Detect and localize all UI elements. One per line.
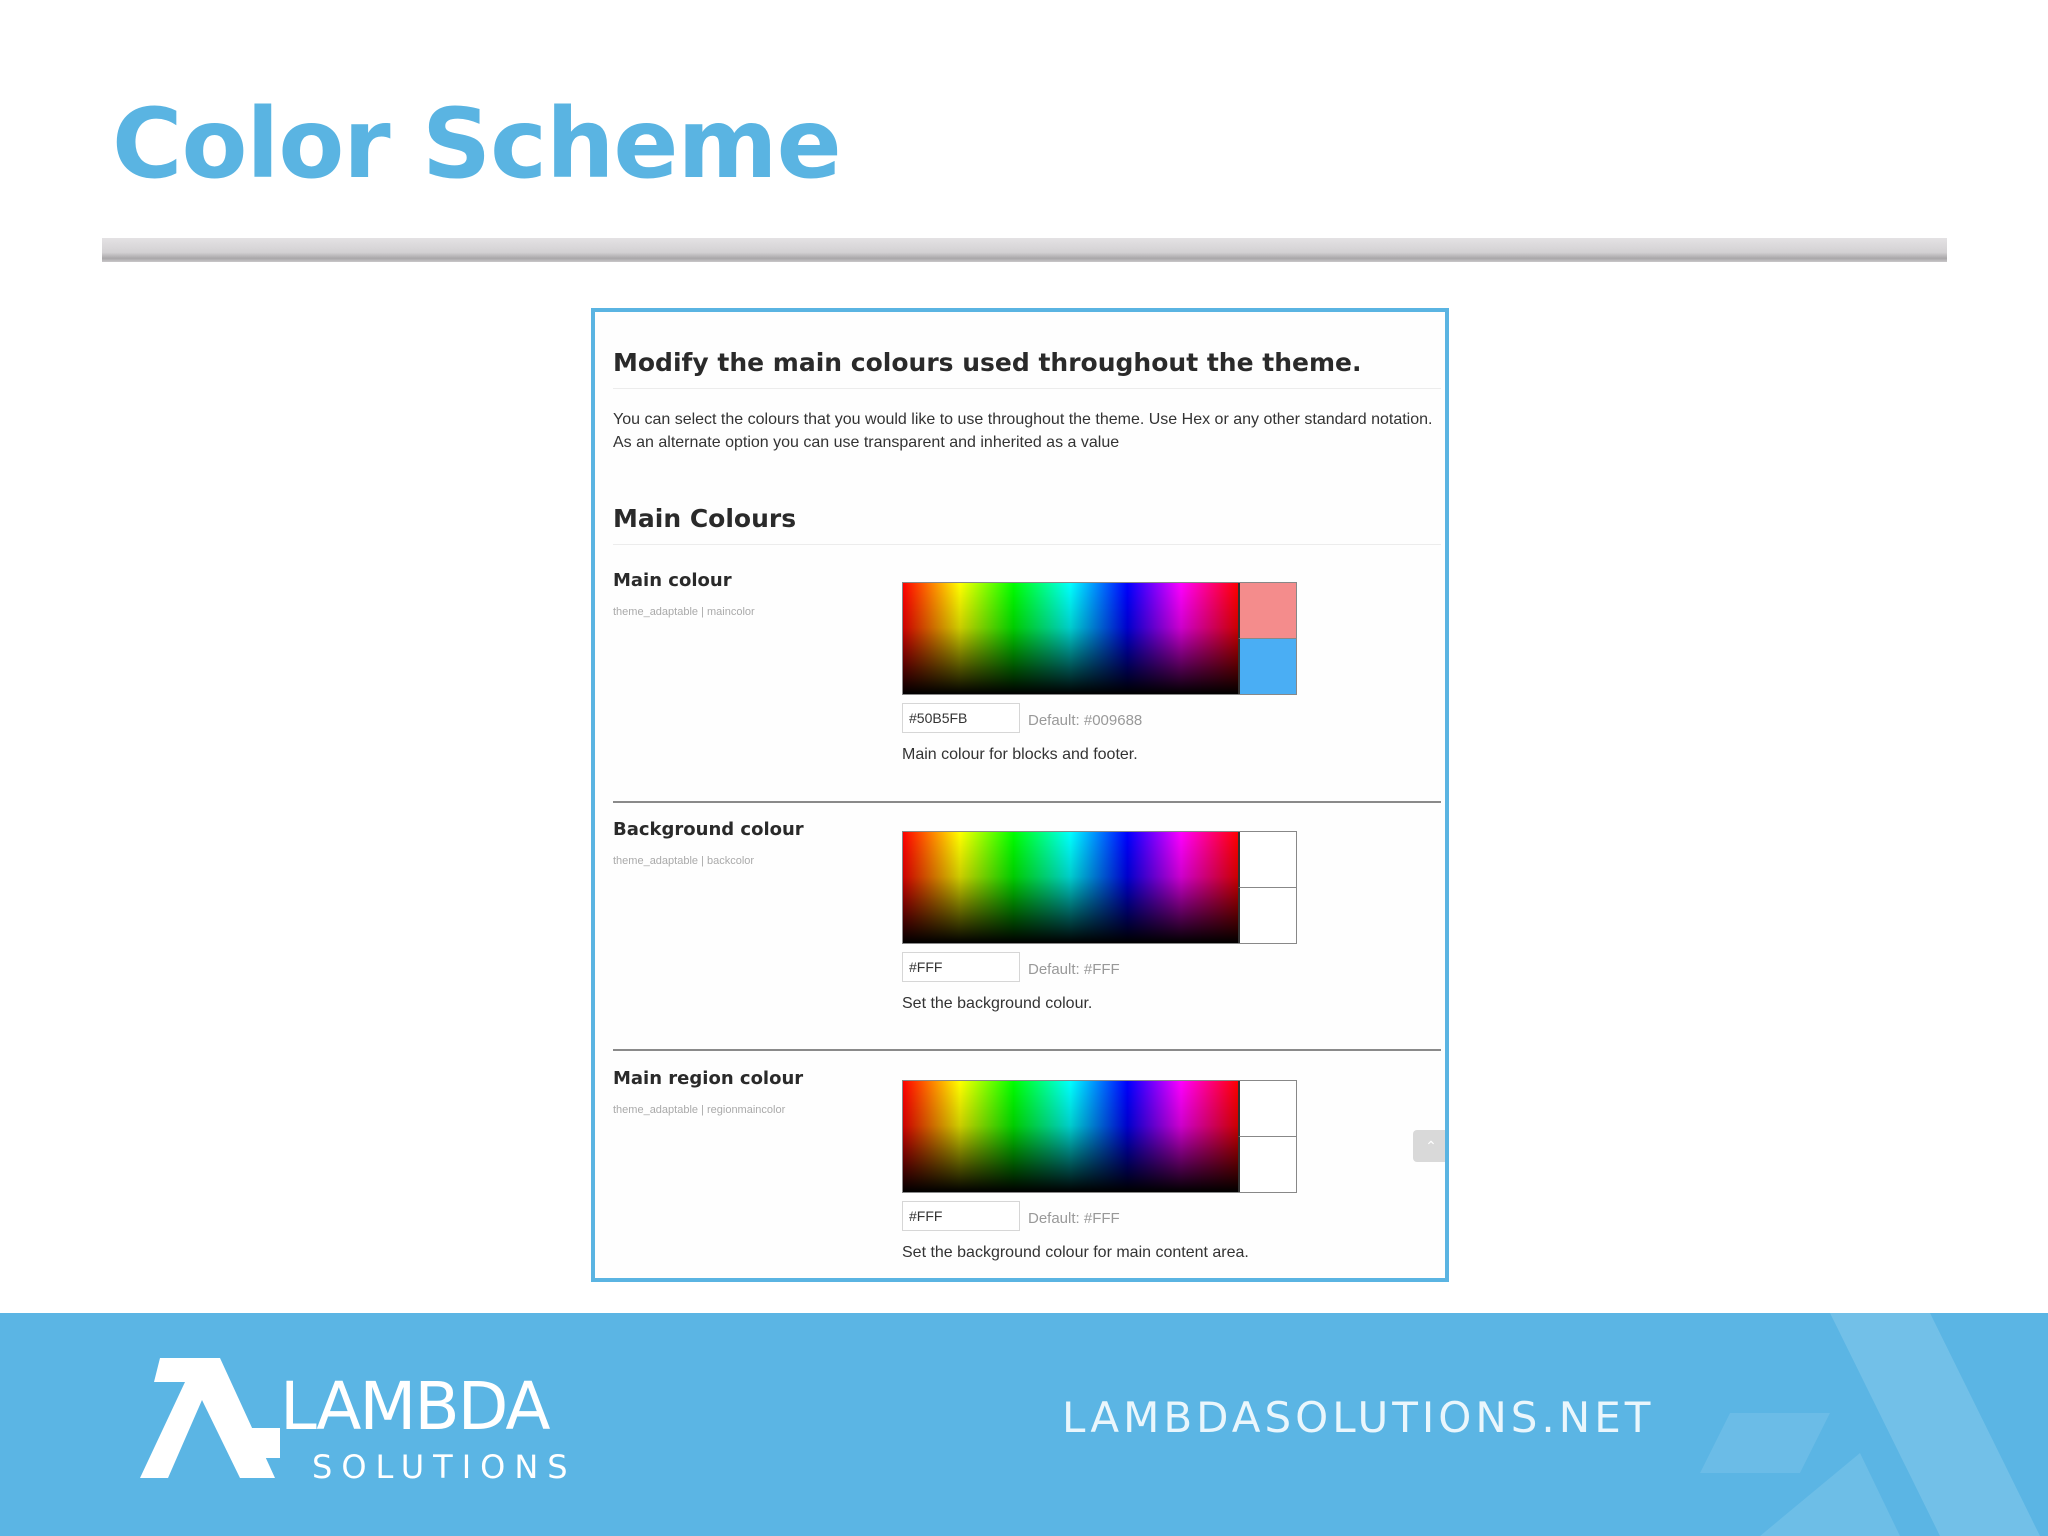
- swatch-new: [1238, 1136, 1296, 1192]
- settings-screenshot-panel: [591, 308, 1449, 1282]
- swatch-current: [1238, 1081, 1296, 1136]
- setting-divider: [613, 801, 1441, 803]
- setting-label: Background colour: [613, 819, 804, 840]
- lambda-mark-icon: [140, 1358, 280, 1488]
- setting-label: Main colour: [613, 570, 732, 591]
- colour-spectrum[interactable]: [903, 583, 1238, 694]
- swatch-current: [1238, 832, 1296, 887]
- hex-input[interactable]: [902, 952, 1020, 982]
- help-text: Main colour for blocks and footer.: [902, 746, 1138, 763]
- swatch-new: [1238, 638, 1296, 694]
- logo-subtitle: SOLUTIONS: [312, 1448, 577, 1486]
- setting-background-colour: [613, 819, 1441, 1019]
- default-value: Default: #FFF: [1028, 961, 1120, 978]
- swatch-new: [1238, 887, 1296, 943]
- setting-key: theme_adaptable | regionmaincolor: [613, 1104, 786, 1116]
- default-value: Default: #FFF: [1028, 1210, 1120, 1227]
- setting-main-colour: [613, 570, 1441, 770]
- colour-picker[interactable]: [902, 831, 1297, 944]
- colour-picker[interactable]: [902, 582, 1297, 695]
- lambda-logo: [140, 1358, 580, 1498]
- swatch-current: [1238, 583, 1296, 638]
- footer-band: [0, 1313, 2048, 1536]
- setting-key: theme_adaptable | backcolor: [613, 855, 755, 867]
- colour-spectrum[interactable]: [903, 1081, 1238, 1192]
- hex-input[interactable]: [902, 1201, 1020, 1231]
- logo-wordmark: LAMBDA: [280, 1368, 549, 1445]
- section-divider: [613, 544, 1441, 545]
- setting-key: theme_adaptable | maincolor: [613, 606, 755, 618]
- panel-heading: Modify the main colours used throughout the theme.: [613, 348, 1362, 377]
- slide-title: Color Scheme: [112, 88, 841, 200]
- help-text: Set the background colour.: [902, 995, 1093, 1012]
- setting-divider: [613, 1049, 1441, 1051]
- footer-url[interactable]: LAMBDASOLUTIONS.NET: [1062, 1393, 1655, 1442]
- logo-watermark-icon: [1700, 1313, 2048, 1536]
- help-text: Set the background colour for main content area.: [902, 1244, 1249, 1261]
- title-divider: [102, 238, 1947, 262]
- colour-spectrum[interactable]: [903, 832, 1238, 943]
- setting-label: Main region colour: [613, 1068, 804, 1089]
- section-heading: Main Colours: [613, 504, 797, 533]
- setting-main-region-colour: [613, 1068, 1441, 1278]
- heading-divider: [613, 388, 1441, 389]
- scroll-to-top-button[interactable]: [1413, 1130, 1449, 1162]
- panel-description: You can select the colours that you would like to use throughout the theme. Use Hex or any other standard notation. As an alternate option you can use transparent and inherited as a value: [613, 411, 1433, 451]
- default-value: Default: #009688: [1028, 712, 1143, 729]
- hex-input[interactable]: [902, 703, 1020, 733]
- colour-picker[interactable]: [902, 1080, 1297, 1193]
- chevron-up-icon: ⌃: [1425, 1137, 1437, 1154]
